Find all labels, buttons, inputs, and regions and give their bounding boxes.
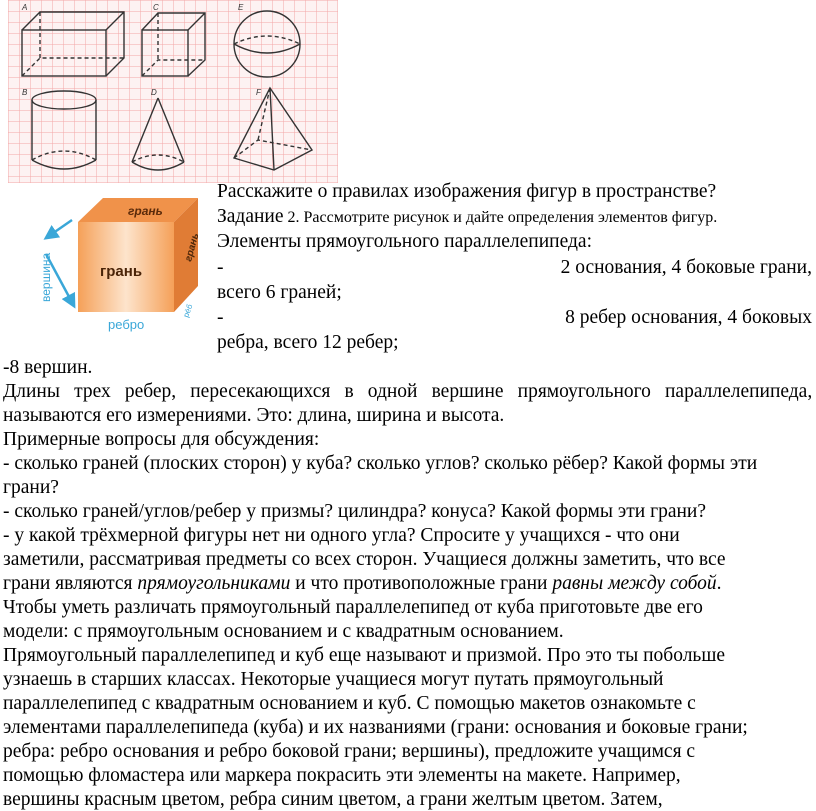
label-e: E: [238, 3, 244, 12]
heading-question: Расскажите о правилах изображения фигур в пространстве?: [217, 181, 717, 202]
paragraph-line-20: Прямоугольный параллелепипед и куб еще называют и призмой. Про это ты побольше: [3, 645, 725, 666]
edges-line: 8 ребер основания, 4 боковых: [565, 307, 812, 328]
cube-elements-figure: [28, 190, 208, 340]
paragraph-line-9: Длины трех ребер, пересекающихся в одной вершине прямоугольного параллелепипеда,: [3, 381, 813, 402]
total-edges-line: ребра, всего 12 ребер;: [217, 332, 399, 353]
vertex-arrow: [46, 220, 72, 238]
question-2: - сколько граней/углов/ребер у призмы? цилиндра? конуса? Какой формы эти грани?: [3, 501, 706, 522]
question-1: - сколько граней (плоских сторон) у куба? сколько углов? сколько рёбер? Какой формы эти: [3, 453, 758, 474]
bases-faces-line: 2 основания, 4 боковые грани,: [560, 257, 812, 278]
task-label: Задание: [217, 206, 284, 227]
paragraph-line-10: называются его измерениями. Это: длина, ширина и высота.: [3, 405, 505, 426]
paragraph-line-21: узнаешь в старших классах. Некоторые учащиеся могут путать прямоугольный: [3, 669, 664, 690]
dash-1: -: [217, 257, 224, 278]
label-c: C: [153, 3, 159, 12]
line17-italic-rect: прямоугольниками: [137, 573, 291, 594]
total-faces-line: всего 6 граней;: [217, 282, 342, 303]
label-face-side: грань: [183, 231, 202, 263]
line17-part-c: и что противоположные грани: [290, 573, 553, 594]
paragraph-line-16: заметили, рассматривая предметы со всех сторон. Учащиеся должны заметить, что все: [3, 549, 726, 570]
paragraph-line-19: модели: с прямоугольным основанием и с квадратным основанием.: [3, 621, 564, 642]
elements-heading: Элементы прямоугольного параллелепипеда:: [217, 231, 593, 252]
line17-part-a: грани являются: [3, 573, 138, 594]
line17-period: .: [716, 573, 722, 594]
vertices-line: -8 вершин.: [3, 357, 93, 378]
paragraph-line-24: ребра: ребро основания и ребро боковой грани; вершины), предложите учащимся с: [3, 741, 696, 762]
label-side-small: рёб: [181, 302, 195, 319]
paragraph-line-26: вершины красным цветом, ребра синим цветом, а грани желтым цветом. Затем,: [3, 789, 663, 810]
shapes-grid-figure: [8, 0, 338, 183]
dash-2: -: [217, 307, 224, 328]
questions-heading: Примерные вопросы для обсуждения:: [3, 429, 320, 450]
label-face-top: грань: [128, 204, 163, 218]
paragraph-line-25: помощью фломастера или маркера покрасить эти элементы на макете. Например,: [3, 765, 681, 786]
label-a: A: [22, 3, 28, 12]
label-d: D: [151, 88, 157, 97]
paragraph-line-17: [3, 573, 722, 595]
label-vertex: вершина: [39, 252, 53, 302]
task-line: [217, 206, 717, 229]
question-1-cont: грани?: [3, 477, 59, 498]
paragraph-line-23: элементами параллелепипеда (куба) и их названиями (грани: основания и боковые грани;: [3, 717, 748, 738]
task-text: 2. Рассмотрите рисунок и дайте определения элементов фигур.: [283, 209, 718, 226]
paragraph-line-22: параллелепипед с квадратным основанием и куб. С помощью макетов ознакомьте с: [3, 693, 696, 714]
question-3: - у какой трёхмерной фигуры нет ни одного угла? Спросите у учащихся - что они: [3, 525, 680, 546]
label-face-front: грань: [100, 263, 143, 280]
label-edge: ребро: [108, 317, 145, 332]
line17-italic-equal: равны между собой: [552, 573, 717, 594]
label-f: F: [256, 88, 261, 97]
paragraph-line-18: Чтобы уметь различать прямоугольный параллелепипед от куба приготовьте две его: [3, 597, 703, 618]
label-b: B: [22, 88, 28, 97]
